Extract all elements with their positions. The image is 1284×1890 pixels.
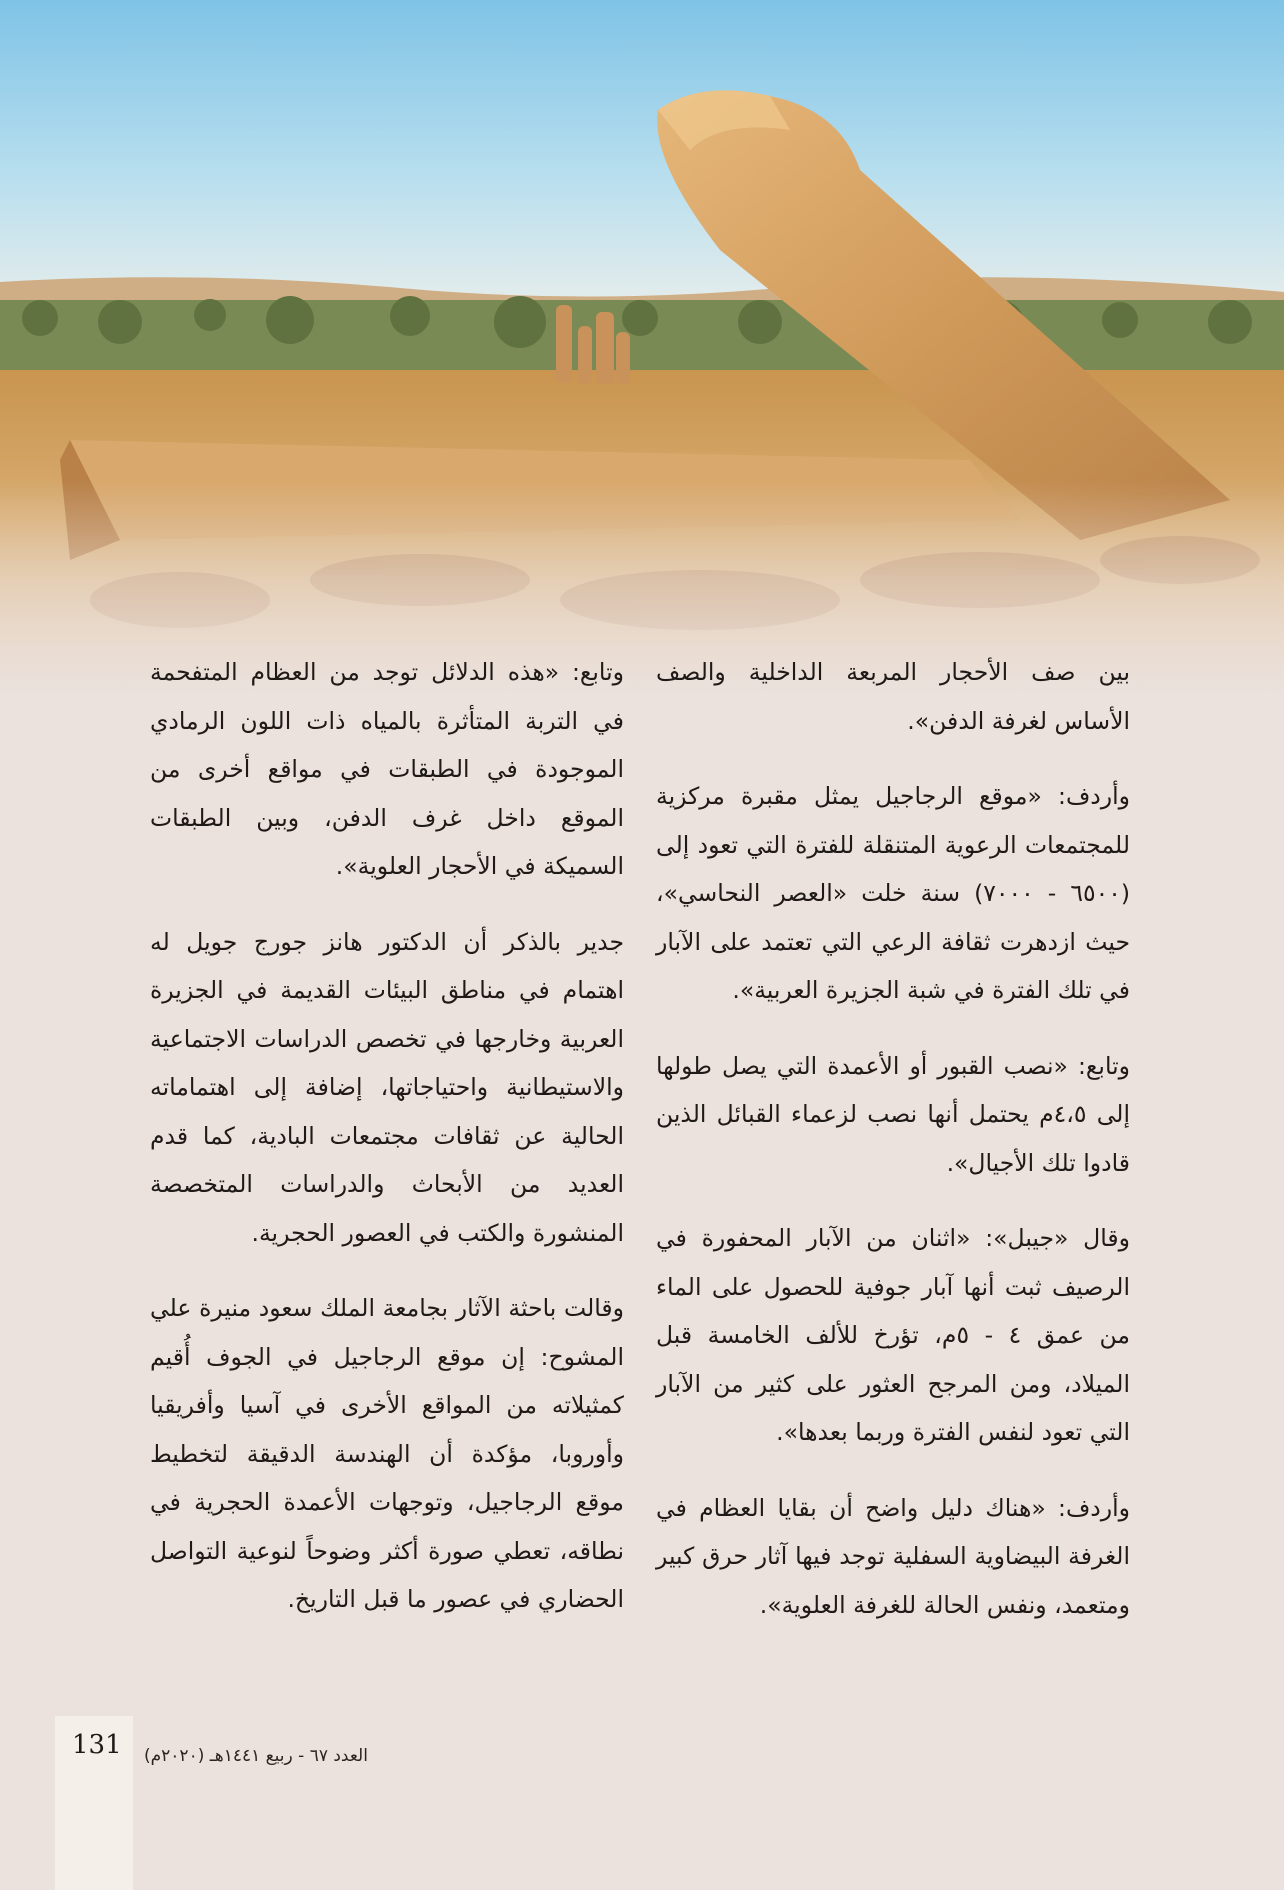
paragraph: وأردف: «موقع الرجاجيل يمثل مقبرة مركزية للمجتمعات الرعوية المتنقلة للفترة التي تعود إلى (٦٥٠٠ - ٧٠٠٠) سنة خلت «العصر النحاسي»، حيث ازدهرت ثقافة الرعي التي تعتمد على الآبار في تلك الفترة في شبة الجزيرة العربية». — [656, 782, 1130, 1004]
paragraph: بين صف الأحجار المربعة الداخلية والصف الأساس لغرفة الدفن». — [656, 658, 1130, 735]
article-body — [150, 648, 1130, 1718]
paragraph: وتابع: «نصب القبور أو الأعمدة التي يصل طولها إلى ٤،٥م يحتمل أنها نصب لزعماء القبائل الذين قادوا تلك الأجيال». — [656, 1051, 1130, 1177]
page-number: 131 — [72, 1730, 122, 1760]
paragraph: جدير بالذكر أن الدكتور هانز جورج جويل له اهتمام في مناطق البيئات القديمة في الجزيرة العربية وخارجها في تخصص الدراسات الاجتماعية والاستيطانية واحتياجاتها، إضافة إلى اهتماماته الحالية عن ثقافات مجتمعات البادية، كما قدم العديد من الأبحاث والدراسات المتخصصة المنشورة والكتب في العصور الحجرية. — [150, 927, 624, 1247]
issue-label: العدد ٦٧ - ربيع ١٤٤١هـ (٢٠٢٠م) — [144, 1746, 368, 1766]
article-column-right — [656, 648, 1130, 1656]
paragraph: وتابع: «هذه الدلائل توجد من العظام المتفحمة في التربة المتأثرة بالمياه ذات اللون الرمادي الموجودة في الطبقات في مواقع أخرى من الموقع داخل غرف الدفن، وبين الطبقات السميكة في الأحجار العلوية». — [150, 658, 624, 880]
paragraph: وقالت باحثة الآثار بجامعة الملك سعود منيرة علي المشوح: إن موقع الرجاجيل في الجوف أُقيم كمثيلاته من المواقع الأخرى في آسيا وأفريقيا وأوروبا، مؤكدة أن الهندسة الدقيقة لتخطيط موقع الرجاجيل، وتوجهات الأعمدة الحجرية في نطاقه، تعطي صورة أكثر وضوحاً لنوعية التواصل الحضاري في عصور ما قبل التاريخ. — [150, 1294, 624, 1613]
article-column-left — [150, 648, 624, 1651]
paragraph: وقال «جيبل»: «اثنان من الآبار المحفورة في الرصيف ثبت أنها آبار جوفية للحصول على الماء من عمق ٤ - ٥م، تؤرخ للألف الخامسة قبل الميلاد، ومن المرجح العثور على كثير من الآبار التي تعود لنفس الفترة وربما بعدها». — [656, 1224, 1131, 1446]
header-photo — [0, 0, 1284, 700]
paragraph: وأردف: «هناك دليل واضح أن بقايا العظام في الغرفة البيضاوية السفلية توجد فيها آثار حرق كبير ومتعمد، ونفس الحالة للغرفة العلوية». — [656, 1493, 1130, 1619]
